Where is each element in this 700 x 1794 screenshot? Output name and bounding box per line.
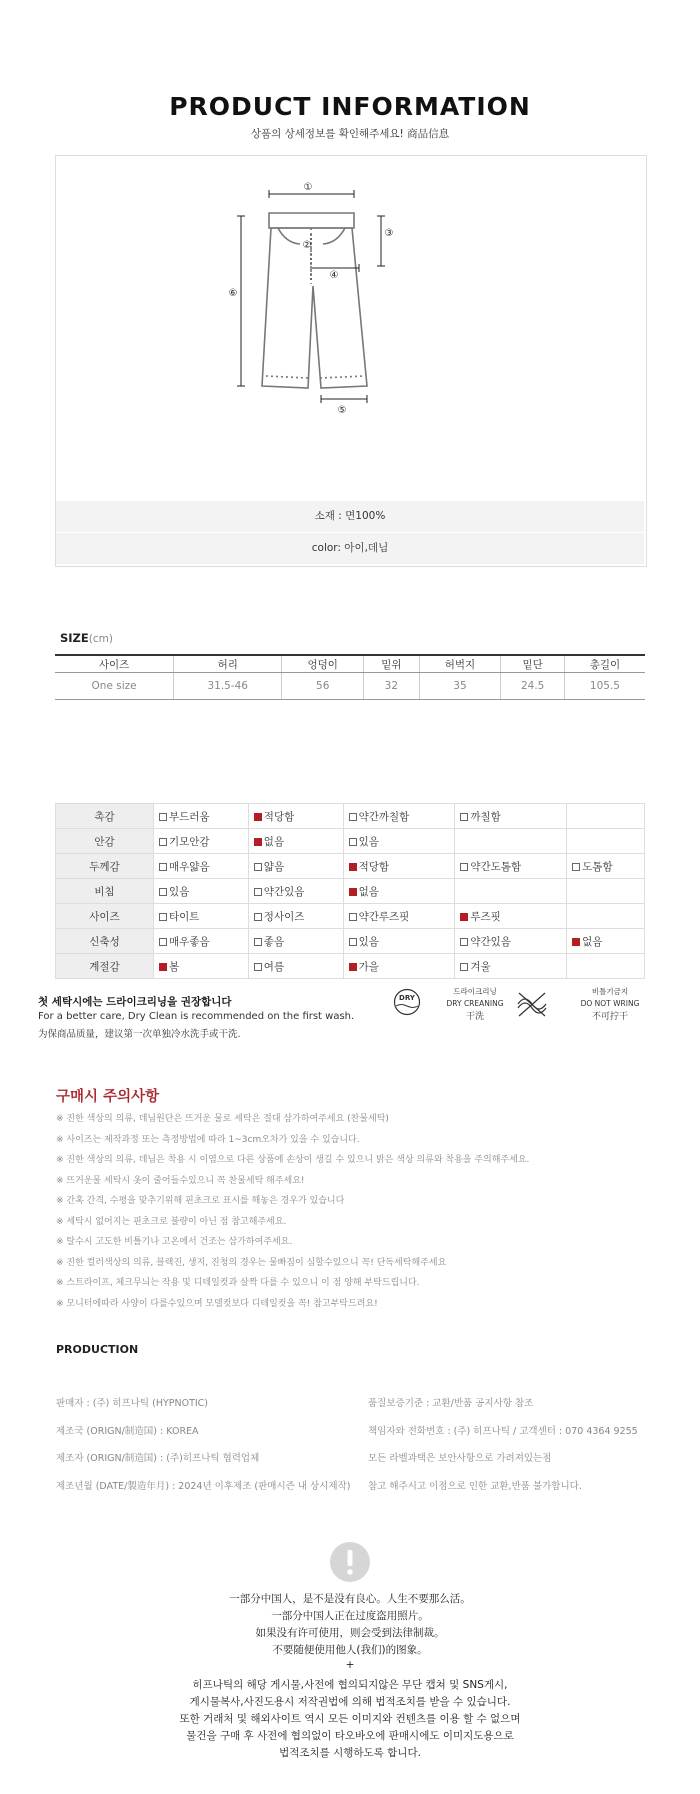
- feel-option-label: 겨울: [470, 960, 491, 973]
- size-col-2: 엉덩이: [282, 655, 364, 673]
- size-col-3: 밑위: [364, 655, 419, 673]
- checkbox-icon: [349, 888, 357, 896]
- feel-cell: [343, 879, 455, 904]
- checkbox-icon: [572, 863, 580, 871]
- production-right-item: 책임자와 전화번호 : (주) 히프나틱 / 고객센터 : 070 4364 9255: [368, 1425, 638, 1437]
- notice-title: 구매시 주의사항: [56, 1089, 160, 1105]
- feel-cell: [567, 829, 645, 854]
- feel-cell: [455, 954, 567, 979]
- feel-option-label: 정사이즈: [263, 910, 305, 923]
- table-row: [56, 954, 645, 979]
- table-row: [56, 804, 645, 829]
- feel-option-label: 약간까칠함: [358, 810, 410, 823]
- diagram-label-6: ⑥: [228, 288, 238, 299]
- warning-ko-line: 히프나틱의 해당 게시물,사전에 협의되지않은 무단 캡쳐 및 SNS게시,: [192, 1679, 508, 1691]
- size-cell: 35: [419, 673, 501, 700]
- feel-cell: [248, 904, 343, 929]
- feel-cell: [567, 904, 645, 929]
- feel-cell: [455, 904, 567, 929]
- size-label: SIZE: [60, 631, 89, 645]
- size-heading: [60, 631, 113, 645]
- diagram-label-5: ⑤: [337, 405, 347, 416]
- notice-item: ※ 간혹 간격, 수평을 맞추기위해 핀초크로 표시를 해놓은 경우가 있습니다: [56, 1196, 345, 1206]
- color-row: color: 아이,데님: [56, 533, 644, 564]
- checkbox-icon: [349, 813, 357, 821]
- feel-row-header: 안감: [56, 829, 154, 854]
- size-unit: (cm): [88, 633, 113, 645]
- checkbox-icon: [460, 913, 468, 921]
- size-cell: 24.5: [501, 673, 565, 700]
- size-col-0: 사이즈: [55, 655, 174, 673]
- production-left-item: 판매자 : (주) 히프나틱 (HYPNOTIC): [56, 1398, 209, 1409]
- feel-option-label: 가을: [358, 960, 379, 973]
- warning-ko-line: 법적조치를 시행하도록 합니다.: [279, 1747, 421, 1759]
- size-col-5: 밑단: [501, 655, 565, 673]
- feel-option-label: 없음: [263, 835, 285, 848]
- no-wring-en: DO NOT WRING: [580, 999, 640, 1008]
- warning-zh-line: 如果没有许可使用，则会受到法律制裁。: [255, 1627, 445, 1639]
- checkbox-icon: [159, 938, 167, 946]
- feel-option-label: 부드러움: [169, 810, 210, 823]
- feel-cell: [154, 829, 249, 854]
- feel-option-label: 도톰함: [582, 860, 613, 873]
- checkbox-icon: [254, 888, 262, 896]
- warning-ko-line: 또한 거래처 및 해외사이트 역시 모든 이미지와 컨텐츠를 이용 할 수 없으며: [179, 1713, 521, 1725]
- feel-cell: [343, 854, 455, 879]
- checkbox-icon: [159, 888, 167, 896]
- size-cell: 105.5: [564, 673, 645, 700]
- warning-ko-line: 게시물복사,사진도용시 저작권법에 의해 법적조치를 받을 수 있습니다.: [189, 1696, 511, 1708]
- feel-cell: [248, 804, 343, 829]
- dry-clean-label: 드라이크리닝: [453, 987, 497, 996]
- checkbox-icon: [254, 938, 262, 946]
- warning-zh-line: 一部分中国人，是不是没有良心。人生不要那么活。: [229, 1593, 471, 1605]
- warning-zh-line: +: [345, 1659, 355, 1671]
- checkbox-icon: [349, 963, 357, 971]
- notice-item: ※ 진한 색상의 의류, 데님은 착용 시 이염으로 다른 상품에 손상이 생길 수 있으니 밝은 색상 의류와 착용을 주의해주세요.: [56, 1155, 530, 1165]
- feel-cell: [154, 929, 249, 954]
- feel-row-header: 사이즈: [56, 904, 154, 929]
- checkbox-icon: [572, 938, 580, 946]
- notice-item: ※ 진한 색상의 의류, 데님원단은 뜨거운 물로 세탁은 절대 삼가하여주세요 (찬물세탁): [56, 1114, 389, 1124]
- care-heading: 첫 세탁시에는 드라이크리닝을 권장합니다: [38, 996, 232, 1008]
- feel-cell: [154, 954, 249, 979]
- feel-option-label: 매우얇음: [169, 860, 210, 873]
- size-table: [55, 654, 645, 700]
- checkbox-icon: [460, 813, 468, 821]
- page-subtitle: 상품의 상세정보를 확인해주세요! 商品信息: [250, 128, 450, 140]
- feel-cell: [455, 879, 567, 904]
- checkbox-icon: [460, 938, 468, 946]
- checkbox-icon: [159, 863, 167, 871]
- dry-clean-en: DRY CREANING: [446, 999, 504, 1008]
- diagram-label-2: ②: [302, 240, 312, 251]
- checkbox-icon: [460, 863, 468, 871]
- notice-item: ※ 사이즈는 제작과정 또는 측정방법에 따라 1~3cm오차가 있을 수 있습니다.: [56, 1134, 360, 1145]
- diagram-label-1: ①: [303, 182, 313, 193]
- table-row: [55, 673, 645, 700]
- feel-row-header: 비침: [56, 879, 154, 904]
- dry-clean-zh: 干洗: [465, 1012, 484, 1022]
- notice-item: ※ 뜨거운물 세탁시 옷이 줄어들수있으니 꼭 찬물세탁 해주세요!: [56, 1175, 305, 1186]
- feel-cell: [455, 929, 567, 954]
- feel-row-header: 계절감: [56, 954, 154, 979]
- feel-cell: [154, 854, 249, 879]
- table-row: [56, 829, 645, 854]
- checkbox-icon: [254, 838, 262, 846]
- production-left-item: 제조자 (ORIGN/制造国) : (주)히프나틱 협력업체: [56, 1453, 260, 1464]
- feel-cell: [248, 879, 343, 904]
- feel-option-label: 적당함: [263, 810, 295, 823]
- size-col-4: 허벅지: [419, 655, 501, 673]
- checkbox-icon: [159, 838, 167, 846]
- feel-option-label: 매우좋음: [169, 935, 210, 948]
- feel-option-label: 좋음: [263, 935, 285, 948]
- notice-item: ※ 탈수시 고도한 비틀기나 고온에서 건조는 삼가하여주세요.: [56, 1237, 293, 1247]
- feel-option-label: 기모안감: [169, 835, 210, 848]
- feel-cell: [455, 829, 567, 854]
- production-right-item: 모든 라벨과택은 보안사항으로 가려져있는점: [368, 1453, 552, 1464]
- feel-option-label: 약간있음: [263, 885, 305, 898]
- feel-option-label: 약간있음: [470, 935, 511, 948]
- feel-option-label: 까칠함: [470, 810, 501, 823]
- feel-cell: [154, 904, 249, 929]
- feel-option-label: 적당함: [358, 860, 390, 873]
- pants-diagram-svg: [56, 156, 644, 500]
- feel-option-label: 약간루즈핏: [358, 910, 410, 923]
- no-wring-zh: 不可拧干: [591, 1012, 628, 1022]
- feel-cell: [248, 854, 343, 879]
- feel-cell: [455, 804, 567, 829]
- notice-item: ※ 모니터에따라 사양이 다를수있으며 모델컷보다 디테일컷을 꼭! 참고부탁드려요!: [56, 1298, 378, 1309]
- feel-option-label: 루즈핏: [470, 910, 501, 923]
- checkbox-icon: [159, 913, 167, 921]
- feel-option-label: 없음: [358, 885, 379, 898]
- warning-icon: [330, 1542, 370, 1586]
- feel-cell: [248, 954, 343, 979]
- no-wring-label: 비틀기금지: [591, 987, 629, 996]
- production-title: PRODUCTION: [56, 1343, 139, 1356]
- size-cell: 31.5-46: [174, 673, 282, 700]
- production-right-item: 품질보증기준 : 교환/반품 공지사항 참조: [368, 1398, 534, 1409]
- diagram-label-3: ③: [384, 228, 394, 239]
- feel-option-label: 약간도톰함: [470, 860, 522, 873]
- checkbox-icon: [254, 813, 262, 821]
- feel-option-label: 있음: [358, 835, 379, 848]
- table-row: [56, 879, 645, 904]
- checkbox-icon: [460, 963, 468, 971]
- feel-cell: [567, 929, 645, 954]
- size-cell: 32: [364, 673, 419, 700]
- feel-row-header: 촉감: [56, 804, 154, 829]
- notice-item: ※ 진한 컬러색상의 의류, 블랙진, 생지, 진청의 경우는 물빠짐이 심할수있으니 꼭! 단독세탁해주세요: [56, 1257, 447, 1268]
- warning-zh-line: 不要随便使用他人(我们)的图象。: [272, 1644, 428, 1656]
- fabric-feel-table: [55, 803, 645, 979]
- notice-item: ※ 스트라이프, 체크무늬는 작용 및 디테일컷과 살짝 다를 수 있으니 이 점 양해 부탁드립니다.: [56, 1278, 420, 1288]
- notice-item: ※ 세탁시 없어지는 핀초크로 불량이 아닌 점 참고해주세요.: [56, 1216, 287, 1227]
- dry-clean-icon: [388, 988, 426, 1020]
- feel-cell: [343, 929, 455, 954]
- checkbox-icon: [254, 963, 262, 971]
- feel-cell: [567, 954, 645, 979]
- care-english: For a better care, Dry Clean is recommended on the first wash.: [38, 1011, 355, 1022]
- checkbox-icon: [254, 913, 262, 921]
- feel-option-label: 얇음: [263, 860, 285, 873]
- feel-option-label: 여름: [263, 960, 285, 973]
- warning-zh-line: 一部分中国人正在过度盗用照片。: [271, 1610, 429, 1622]
- feel-cell: [154, 879, 249, 904]
- table-row: [56, 904, 645, 929]
- feel-row-header: 신축성: [56, 929, 154, 954]
- feel-cell: [567, 854, 645, 879]
- size-col-6: 총길이: [564, 655, 645, 673]
- diagram-label-4: ④: [329, 270, 339, 281]
- checkbox-icon: [159, 963, 167, 971]
- production-right-item: 참고 해주시고 이점으로 인한 교환,반품 불가합니다.: [368, 1480, 582, 1492]
- production-left-item: 제조년월 (DATE/製造年月) : 2024년 이후제조 (판매시즌 내 상시제작): [56, 1480, 351, 1492]
- feel-option-label: 있음: [358, 935, 379, 948]
- size-cell: 56: [282, 673, 364, 700]
- feel-row-header: 두께감: [56, 854, 154, 879]
- feel-cell: [567, 804, 645, 829]
- care-chinese: 为保商品质量，建议第一次单独冷水洗手或干洗.: [38, 1029, 241, 1040]
- feel-option-label: 있음: [169, 885, 190, 898]
- feel-cell: [248, 829, 343, 854]
- pants-diagram: [56, 156, 644, 500]
- checkbox-icon: [349, 938, 357, 946]
- feel-cell: [567, 879, 645, 904]
- feel-option-label: 없음: [582, 935, 603, 948]
- feel-cell: [343, 954, 455, 979]
- feel-cell: [343, 829, 455, 854]
- checkbox-icon: [349, 913, 357, 921]
- page-title: PRODUCT INFORMATION: [169, 92, 531, 121]
- checkbox-icon: [349, 863, 357, 871]
- size-cell: One size: [55, 673, 174, 700]
- production-left-item: 제조국 (ORIGN/制造国) : KOREA: [56, 1425, 199, 1437]
- size-header-row: [55, 655, 645, 673]
- size-col-1: 허리: [174, 655, 282, 673]
- checkbox-icon: [159, 813, 167, 821]
- table-row: [56, 929, 645, 954]
- checkbox-icon: [349, 838, 357, 846]
- table-row: [56, 854, 645, 879]
- feel-option-label: 봄: [169, 960, 180, 973]
- material-row: 소재 : 면100%: [56, 501, 644, 532]
- feel-cell: [343, 904, 455, 929]
- feel-option-label: 타이트: [169, 910, 200, 923]
- no-wring-icon: [515, 990, 549, 1022]
- checkbox-icon: [254, 863, 262, 871]
- feel-cell: [154, 804, 249, 829]
- feel-cell: [248, 929, 343, 954]
- dry-badge: DRY: [399, 994, 415, 1002]
- warning-ko-line: 물건을 구매 후 사전에 협의없이 타오바오에 판매시에도 이미지도용으로: [186, 1730, 514, 1742]
- feel-cell: [343, 804, 455, 829]
- feel-cell: [455, 854, 567, 879]
